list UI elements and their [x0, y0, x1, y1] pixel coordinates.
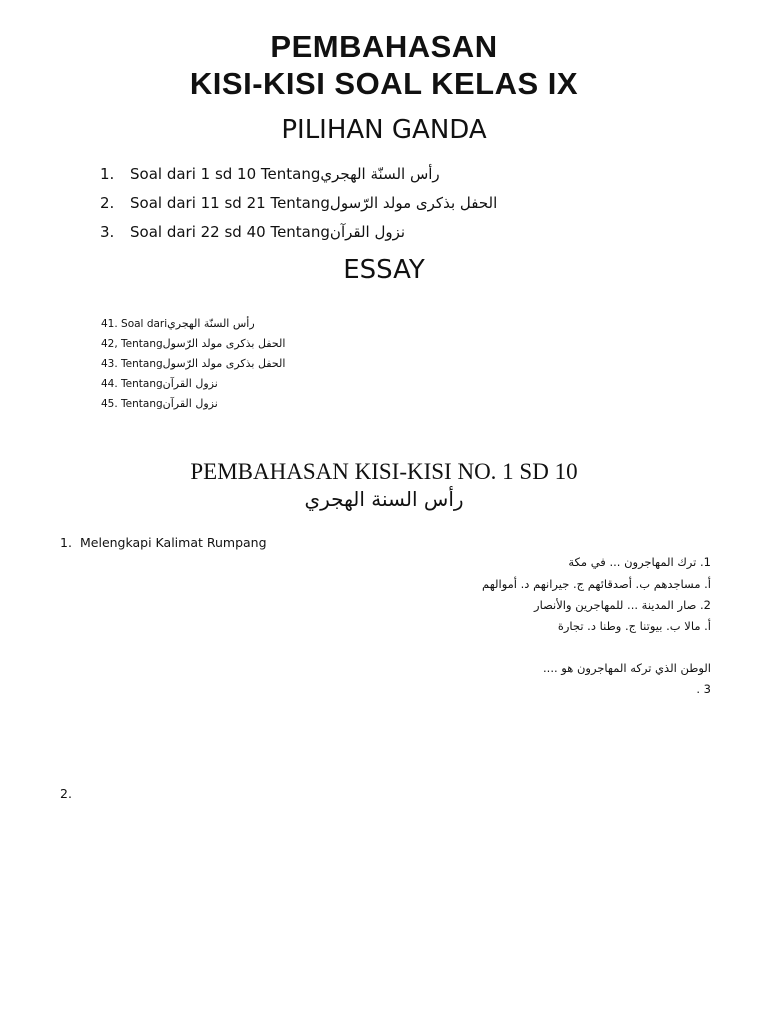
document-title-line-2: KISI-KISI SOAL KELAS IX: [189, 66, 579, 101]
essay-list: [101, 314, 285, 414]
item-text: 45. Tentang: [101, 398, 163, 410]
arabic-question-line: الوطن الذي تركه المهاجرون هو ....: [543, 661, 711, 675]
list-item: [101, 334, 285, 354]
list-item: [100, 189, 497, 218]
item-text: Soal dari 22 sd 40 Tentang: [130, 223, 330, 241]
document-title-line-1: PEMBAHASAN: [270, 29, 498, 64]
question-number: 2.: [60, 786, 72, 801]
item-arabic: نزول القرآن: [162, 397, 218, 410]
list-item: [101, 354, 285, 374]
essay-heading: ESSAY: [343, 255, 425, 285]
section-title: PEMBAHASAN KISI-KISI NO. 1 SD 10: [190, 459, 578, 484]
item-text: 44. Tentang: [101, 378, 163, 390]
item-arabic: رأس السنّة الهجري: [320, 165, 440, 183]
list-item: [100, 160, 497, 189]
question-number: 1.: [60, 535, 72, 550]
arabic-question-line: 2. صار المدينة ... للمهاجرين والأنصار: [534, 598, 711, 612]
item-arabic: نزول القرآن: [329, 223, 406, 241]
pilihan-ganda-heading: PILIHAN GANDA: [281, 115, 487, 145]
item-text: 42, Tentang: [101, 338, 163, 350]
item-arabic: الحفل بذكرى مولد الرّسول: [162, 337, 286, 350]
list-item: [101, 374, 285, 394]
list-item: [100, 218, 497, 247]
question-heading: [60, 534, 267, 552]
item-arabic: الحفل بذكرى مولد الرّسول: [329, 194, 498, 212]
item-number: 2.: [100, 194, 115, 212]
item-text: 43. Tentang: [101, 358, 163, 370]
pilihan-ganda-list: [100, 160, 497, 247]
item-arabic: رأس السنّة الهجري: [167, 317, 255, 330]
arabic-question-number: 3 .: [696, 682, 711, 696]
arabic-question-line: 1. ترك المهاجرون ... في مكة: [568, 555, 711, 569]
list-item: [101, 314, 285, 334]
question-label: Melengkapi Kalimat Rumpang: [80, 535, 267, 550]
arabic-options-line: أ. مالا ب. بيوتنا ج. وطنا د. تجارة: [557, 619, 711, 633]
item-text: Soal dari 1 sd 10 Tentang: [130, 165, 321, 183]
item-arabic: نزول القرآن: [162, 377, 218, 390]
list-item: [101, 394, 285, 414]
section-arabic-subtitle: رأس السنة الهجري: [304, 487, 464, 511]
item-text: Soal dari 11 sd 21 Tentang: [130, 194, 330, 212]
arabic-options-line: أ. مساجدهم ب. أصدقائهم ج. جيرانهم د. أموالهم: [482, 577, 711, 591]
item-number: 3.: [100, 223, 115, 241]
item-text: 41. Soal dari: [101, 318, 168, 330]
item-number: 1.: [100, 165, 115, 183]
item-arabic: الحفل بذكرى مولد الرّسول: [162, 357, 286, 370]
